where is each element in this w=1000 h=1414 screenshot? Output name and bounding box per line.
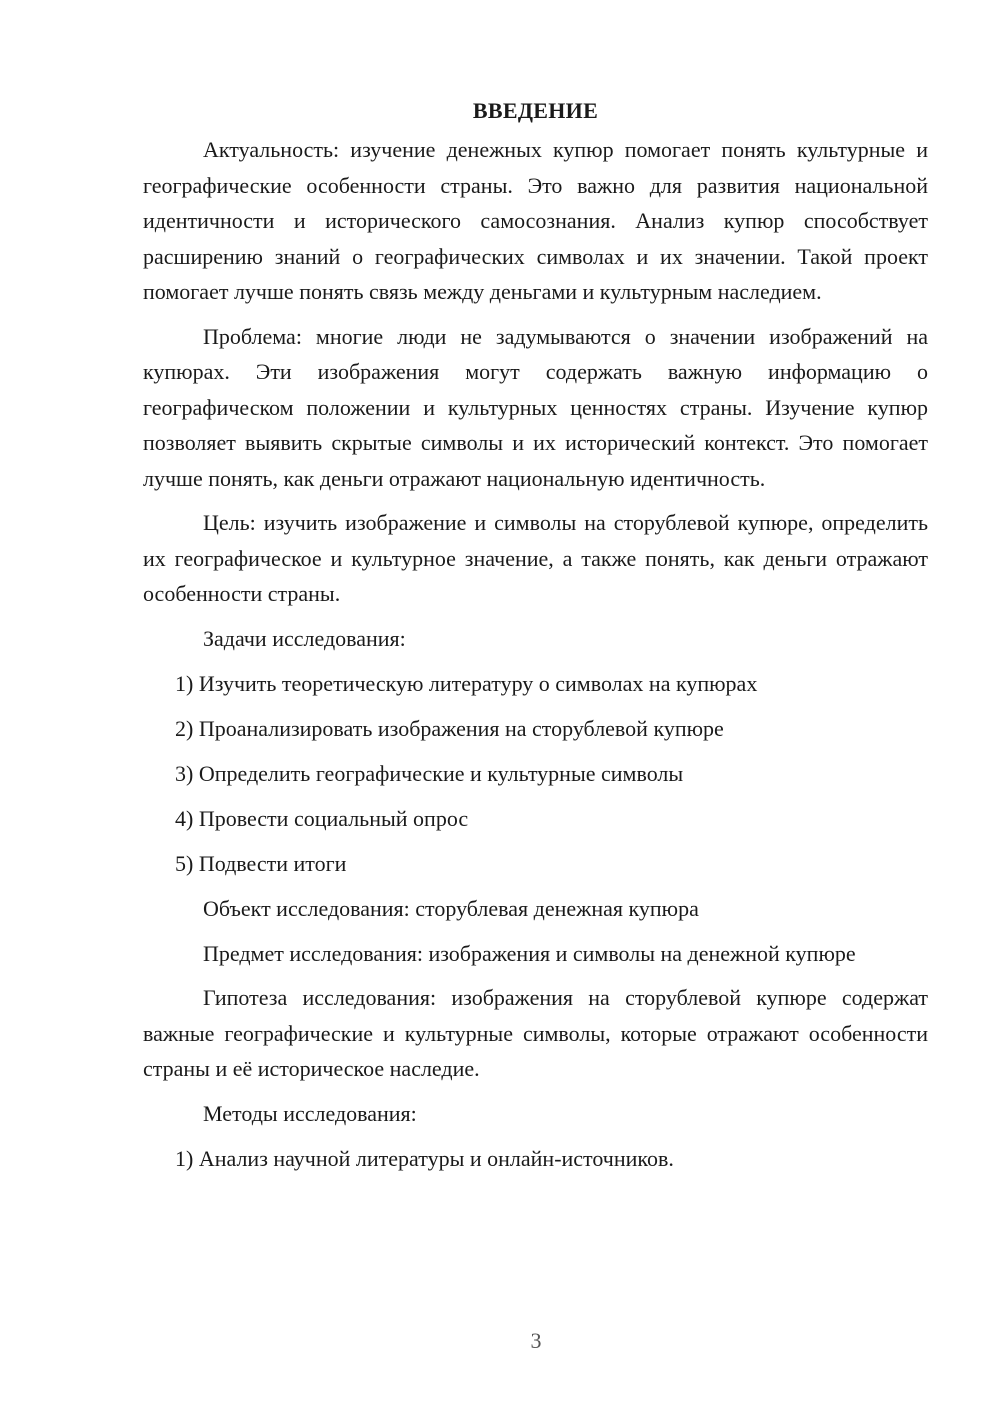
object-line: Объект исследования: сторублевая денежная купюра xyxy=(203,895,699,921)
hypothesis-paragraph: Гипотеза исследования: изображения на сторублевой купюре содержат важные географические и культурные символы, которые отражают особенности страны и её историческое наследие. xyxy=(143,985,928,1081)
subject-paragraph: Предмет исследования: изображения и символы на денежной купюре xyxy=(203,940,856,966)
goal-paragraph: Цель: изучить изображение и символы на сторублевой купюре, определить их географическое и культурное значение, а также понять, как деньги отражают особенности страны. xyxy=(143,510,928,606)
task-item-5: 5) Подвести итоги xyxy=(175,850,347,876)
methods-heading: Методы исследования: xyxy=(203,1100,417,1126)
task-item-1: 1) Изучить теоретическую литературу о символах на купюрах xyxy=(175,670,758,696)
section-title: ВВЕДЕНИЕ xyxy=(472,98,599,123)
relevance-paragraph: Актуальность: изучение денежных купюр помогает понять культурные и географические особенности страны. Это важно для развития национальной идентичности и исторического самосознания. Анализ купюр способствует расширению знаний о географических символах и их значении. Такой проект помогает лучше понять связь между деньгами и культурным наследием. xyxy=(143,137,928,304)
document-page xyxy=(143,96,928,1186)
task-item-2: 2) Проанализировать изображения на сторублевой купюре xyxy=(175,715,724,741)
tasks-heading: Задачи исследования: xyxy=(203,625,406,651)
page-number: 3 xyxy=(530,1328,542,1353)
task-item-4: 4) Провести социальный опрос xyxy=(175,805,469,831)
problem-paragraph: Проблема: многие люди не задумываются о значении изображений на купюрах. Эти изображения могут содержать важную информацию о географическом положении и культурных ценностях страны. Изучение купюр позволяет выявить скрытые символы и их исторический контекст. Это помогает лучше понять, как деньги отражают национальную идентичность. xyxy=(143,323,928,491)
task-item-3: 3) Определить географические и культурные символы xyxy=(175,760,684,786)
method-item-1: 1) Анализ научной литературы и онлайн-источников. xyxy=(175,1145,674,1171)
